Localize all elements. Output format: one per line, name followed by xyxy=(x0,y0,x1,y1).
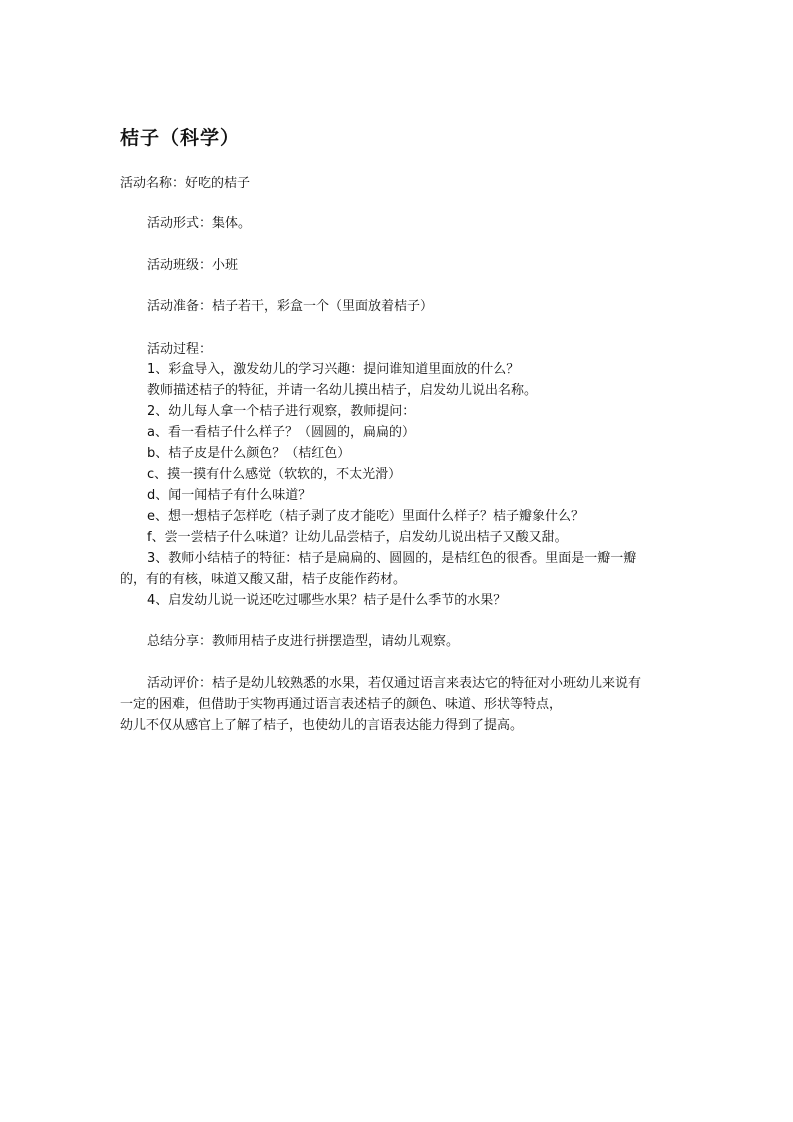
process-line: 的，有的有核，味道又酸又甜，桔子皮能作药材。 xyxy=(120,572,407,587)
process-line: c、摸一摸有什么感觉（软软的，不太光滑） xyxy=(147,467,402,482)
activity-form: 活动形式：集体。 xyxy=(147,216,252,231)
evaluation-line: 活动评价：桔子是幼儿较熟悉的水果，若仅通过语言来表达它的特征对小班幼儿来说有 xyxy=(147,676,642,691)
process-line: d、闻一闻桔子有什么味道？ xyxy=(147,488,312,503)
process-line: 1、彩盒导入，激发幼儿的学习兴趣：提问谁知道里面放的什么？ xyxy=(147,362,520,377)
summary: 总结分享：教师用桔子皮进行拼摆造型，请幼儿观察。 xyxy=(147,634,460,649)
process-line: 教师描述桔子的特征，并请一名幼儿摸出桔子，启发幼儿说出名称。 xyxy=(147,383,538,398)
document-title: 桔子（科学） xyxy=(120,127,241,149)
evaluation-line: 幼儿不仅从感官上了解了桔子，也使幼儿的言语表达能力得到了提高。 xyxy=(120,718,524,733)
process-line: a、看一看桔子什么样子？（圆圆的，扁扁的） xyxy=(147,425,415,440)
activity-prep: 活动准备：桔子若干，彩盒一个（里面放着桔子） xyxy=(147,299,434,314)
process-line: b、桔子皮是什么颜色？（桔红色） xyxy=(147,446,351,461)
activity-name: 活动名称：好吃的桔子 xyxy=(120,176,251,191)
activity-class: 活动班级：小班 xyxy=(147,258,239,273)
process-line: e、想一想桔子怎样吃（桔子剥了皮才能吃）里面什么样子？桔子瓣象什么？ xyxy=(147,509,584,524)
process-line: 3、教师小结桔子的特征：桔子是扁扁的、圆圆的，是桔红色的很香。里面是一瓣一瓣 xyxy=(147,551,637,566)
process-line: f、尝一尝桔子什么味道？让幼儿品尝桔子，启发幼儿说出桔子又酸又甜。 xyxy=(147,530,568,545)
evaluation-line: 一定的困难，但借助于实物再通过语言表述桔子的颜色、味道、形状等特点， xyxy=(120,697,563,712)
process-line: 4、启发幼儿说一说还吃过哪些水果？桔子是什么季节的水果？ xyxy=(147,593,507,608)
process-line: 2、幼儿每人拿一个桔子进行观察，教师提问： xyxy=(147,404,416,419)
process-heading: 活动过程： xyxy=(147,342,213,357)
